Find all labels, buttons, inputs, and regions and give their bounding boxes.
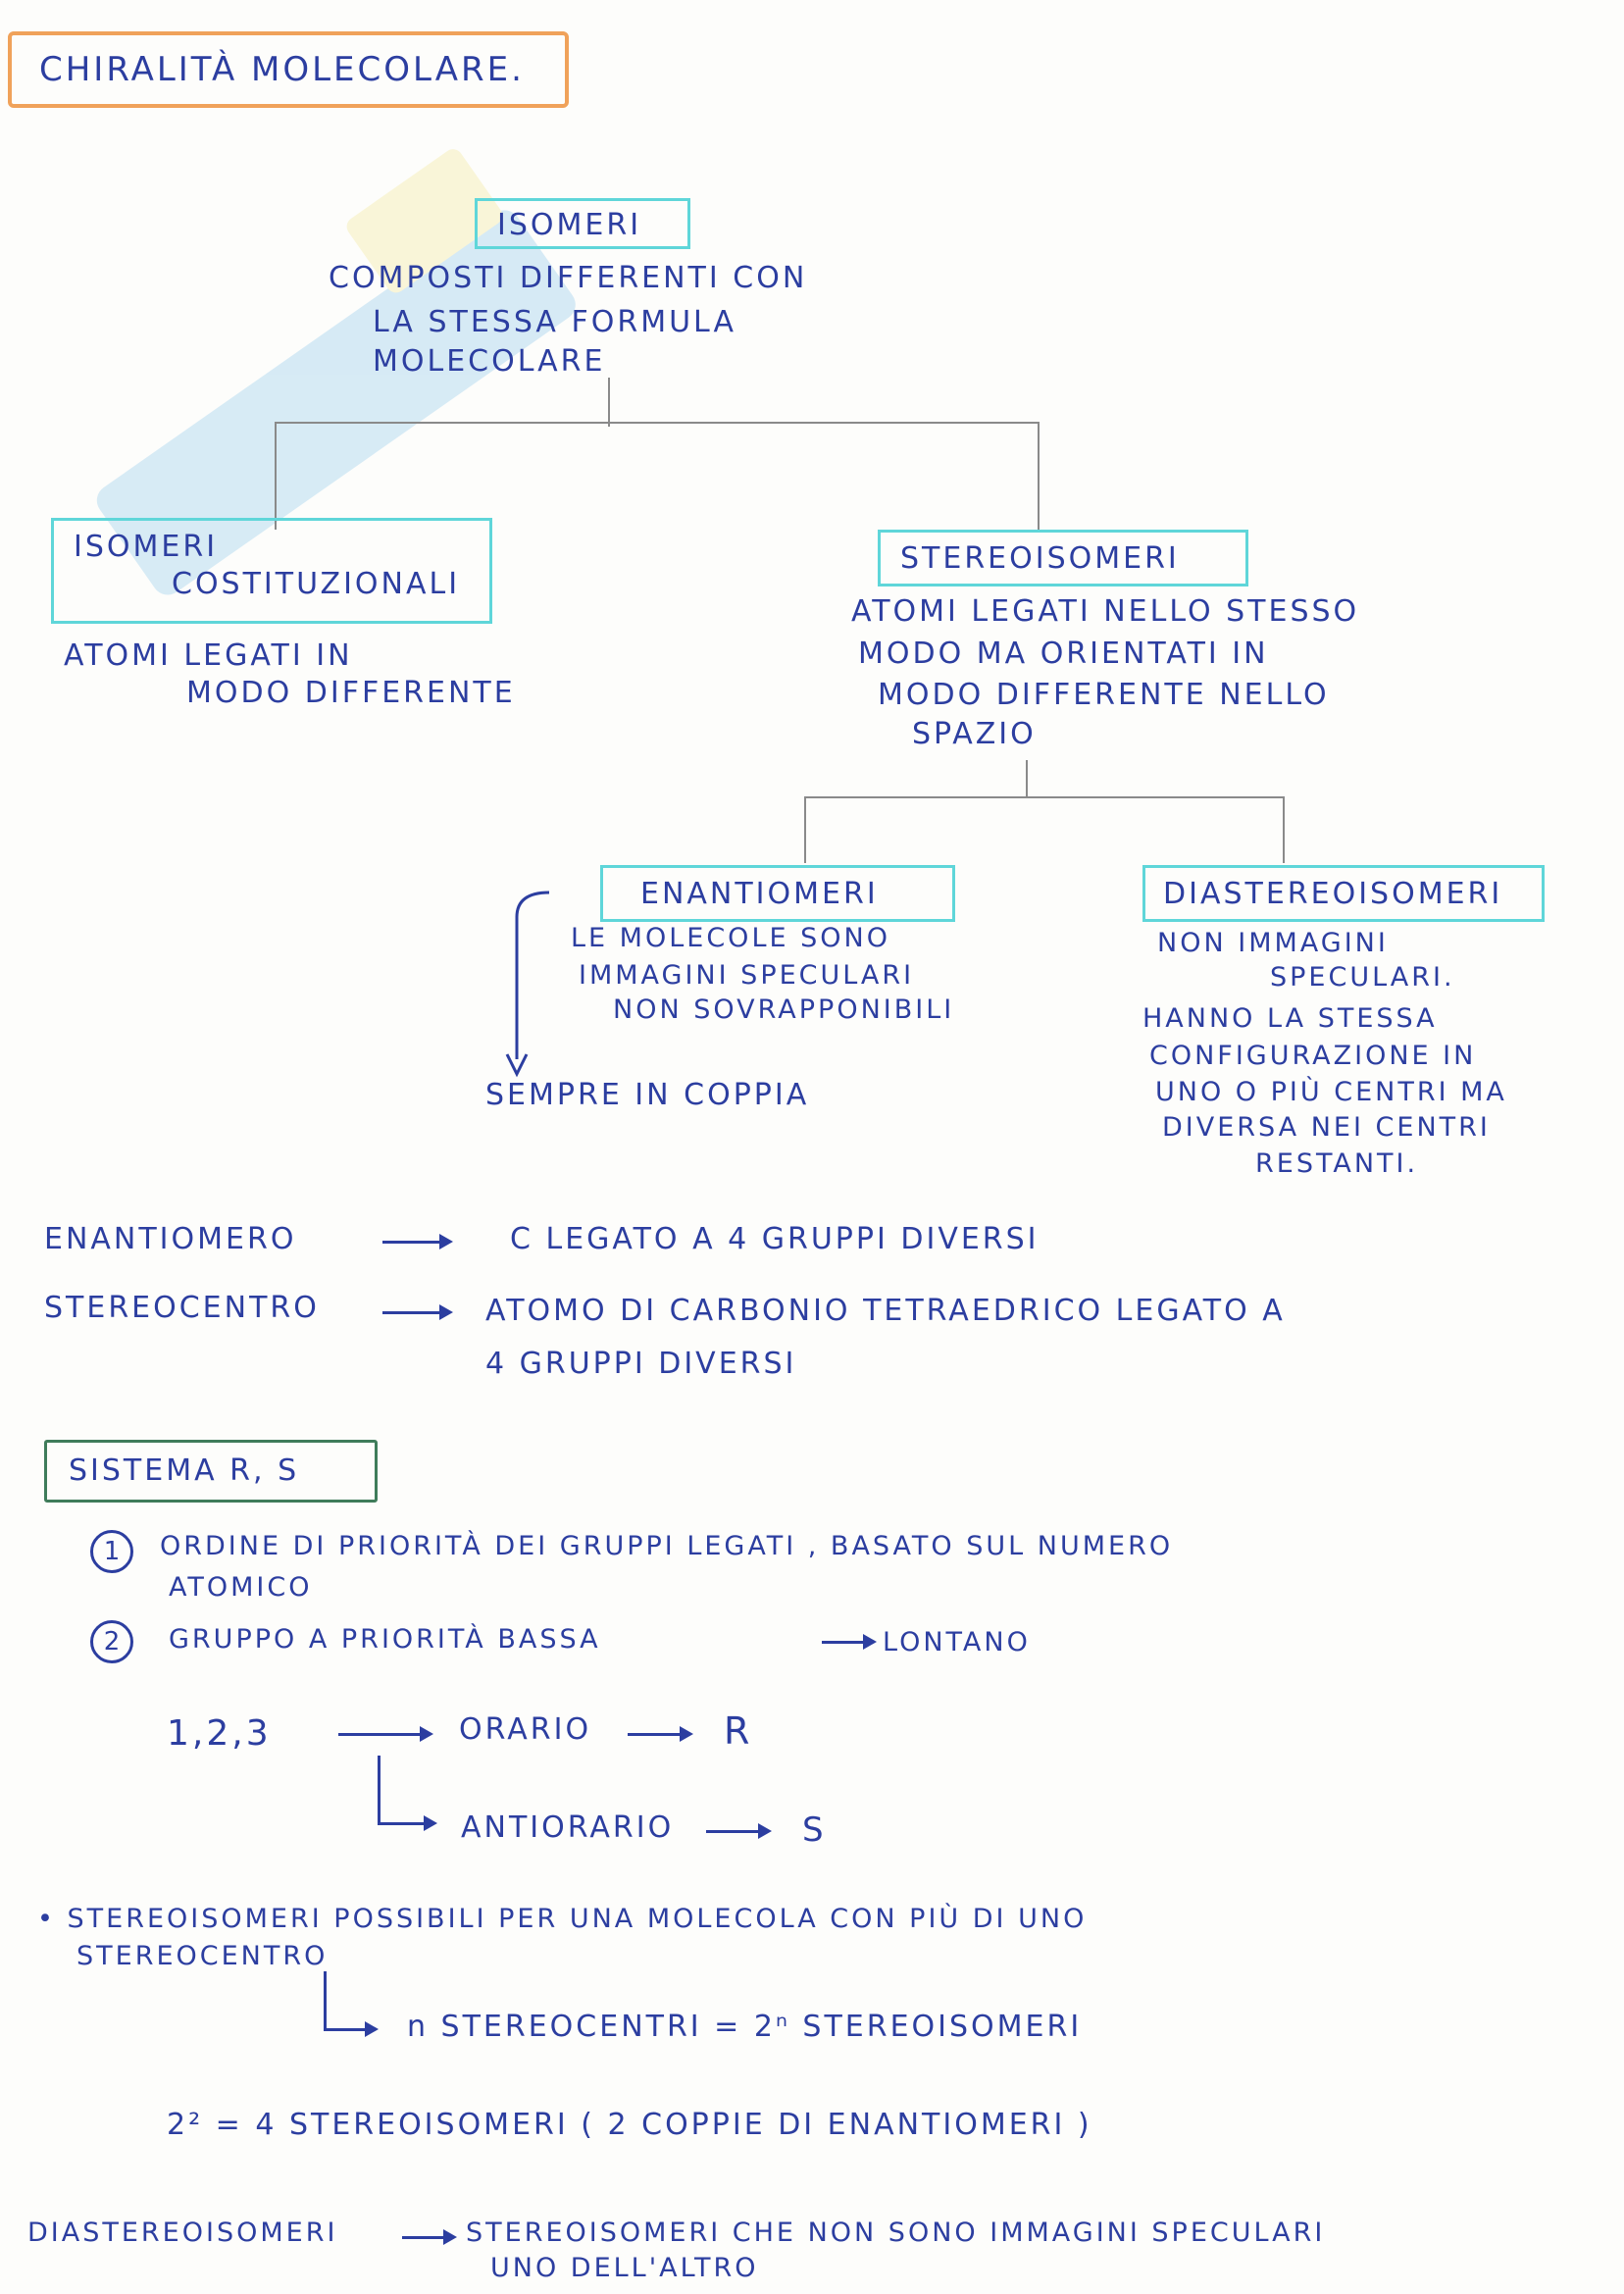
step2-text: GRUPPO A PRIORITÀ BASSA (169, 1624, 601, 1655)
isomeri-label: ISOMERI (497, 208, 642, 242)
stereo-count-intro-line2: STEREOCENTRO (76, 1941, 329, 1971)
enantiomeri-label: ENANTIOMERI (640, 877, 879, 911)
tree-connector (804, 796, 1285, 798)
tree-connector (275, 422, 1040, 424)
tree-connector (1038, 422, 1040, 530)
page-title-box (8, 31, 569, 108)
arrow-line (338, 1733, 422, 1736)
diastereo-def-line1: STEREOISOMERI CHE NON SONO IMMAGINI SPECULARI (466, 2218, 1326, 2248)
costituzionali-label1: ISOMERI (74, 530, 219, 564)
tree-connector (1283, 796, 1285, 863)
step2-result: LONTANO (883, 1627, 1031, 1657)
r-label: R (724, 1709, 753, 1753)
arrow-line (382, 1311, 441, 1314)
isomeri-def-line2: LA STESSA FORMULA (373, 305, 736, 339)
tree-connector (1026, 760, 1028, 797)
stereoisomeri-def-line3: MODO DIFFERENTE NELLO (878, 678, 1330, 712)
tree-connector (804, 796, 806, 863)
stereoisomeri-def-line2: MODO MA ORIENTATI IN (858, 637, 1269, 671)
diastereo-def-term: DIASTEREOISOMERI (27, 2218, 338, 2248)
step2-number: 2 (103, 1627, 121, 1657)
stereoisomeri-box (878, 530, 1248, 586)
priority-sequence: 1,2,3 (167, 1713, 272, 1754)
step1-badge (90, 1530, 133, 1573)
antiorario-label: ANTIORARIO (461, 1810, 675, 1845)
stereocentro-term: STEREOCENTRO (44, 1291, 320, 1325)
enantiomero-text: C LEGATO A 4 GRUPPI DIVERSI (510, 1222, 1040, 1256)
arrow-line (706, 1830, 760, 1833)
diastereoisomeri-def-line5: UNO O PIÙ CENTRI MA (1155, 1077, 1507, 1107)
stereo-count-intro-line1: • STEREOISOMERI POSSIBILI PER UNA MOLECOLA CON PIÙ DI UNO (37, 1904, 1088, 1934)
branch-line (324, 1971, 327, 2030)
stereoisomeri-label: STEREOISOMERI (900, 541, 1180, 576)
arrow-right-icon (420, 1726, 433, 1742)
arrow-right-icon (365, 2021, 379, 2037)
enantiomeri-def-line3: NON SOVRAPPONIBILI (613, 994, 955, 1025)
step2-badge (90, 1620, 133, 1663)
sistema-label: SISTEMA R, S (69, 1453, 300, 1488)
isomeri-def-line3: MOLECOLARE (373, 344, 606, 379)
diastereoisomeri-def-line4: CONFIGURAZIONE IN (1149, 1041, 1477, 1071)
stereoisomeri-def-line4: SPAZIO (912, 717, 1037, 751)
costituzionali-def-line2: MODO DIFFERENTE (186, 676, 516, 710)
costituzionali-label2: COSTITUZIONALI (172, 566, 461, 601)
arrow-line (402, 2236, 446, 2239)
stereocentro-text-line2: 4 GRUPPI DIVERSI (485, 1347, 797, 1381)
diastereoisomeri-def-line7: RESTANTI. (1255, 1148, 1419, 1179)
down-arrow-icon (495, 888, 554, 1084)
tree-connector (275, 422, 277, 530)
diastereoisomeri-label: DIASTEREOISOMERI (1163, 877, 1503, 911)
isomeri-box (475, 198, 690, 249)
isomeri-def-line1: COMPOSTI DIFFERENTI CON (329, 261, 808, 295)
enantiomeri-def-line1: LE MOLECOLE SONO (571, 923, 890, 953)
costituzionali-box (51, 518, 492, 624)
diastereo-def-line2: UNO DELL'ALTRO (490, 2253, 759, 2283)
enantiomero-term: ENANTIOMERO (44, 1222, 297, 1256)
arrow-line (378, 1822, 427, 1825)
diastereoisomeri-def-line6: DIVERSA NEI CENTRI (1162, 1112, 1491, 1143)
arrow-right-icon (443, 2229, 457, 2245)
arrow-line (822, 1641, 866, 1644)
arrow-right-icon (863, 1634, 877, 1650)
stereoisomeri-def-line1: ATOMI LEGATI NELLO STESSO (851, 594, 1360, 629)
arrow-line (324, 2028, 368, 2031)
enantiomeri-box (600, 865, 955, 922)
enantiomeri-def-line2: IMMAGINI SPECULARI (579, 960, 915, 991)
diastereoisomeri-def-line3: HANNO LA STESSA (1142, 1003, 1438, 1034)
orario-label: ORARIO (459, 1712, 592, 1747)
enantiomeri-note: SEMPRE IN COPPIA (485, 1078, 810, 1112)
step1-text-line1: ORDINE DI PRIORITÀ DEI GRUPPI LEGATI , BASATO SUL NUMERO (160, 1531, 1174, 1561)
diastereoisomeri-def-line1: NON IMMAGINI (1157, 928, 1389, 958)
arrow-right-icon (424, 1815, 437, 1831)
step1-number: 1 (103, 1537, 121, 1566)
branch-line (378, 1756, 381, 1824)
arrow-line (382, 1241, 441, 1244)
arrow-right-icon (439, 1234, 453, 1249)
diastereoisomeri-box (1142, 865, 1545, 922)
sistema-box (44, 1440, 378, 1503)
stereo-count-formula: n STEREOCENTRI = 2ⁿ STEREOISOMERI (407, 2010, 1083, 2044)
arrow-right-icon (758, 1823, 772, 1839)
costituzionali-def-line1: ATOMI LEGATI IN (64, 638, 353, 673)
page-title: CHIRALITÀ MOLECOLARE. (39, 50, 525, 89)
arrow-right-icon (680, 1726, 693, 1742)
s-label: S (802, 1810, 827, 1850)
stereocentro-text-line1: ATOMO DI CARBONIO TETRAEDRICO LEGATO A (485, 1294, 1286, 1328)
tree-connector (608, 378, 610, 427)
arrow-right-icon (439, 1304, 453, 1320)
stereo-count-example: 2² = 4 STEREOISOMERI ( 2 COPPIE DI ENANTIOMERI ) (167, 2108, 1092, 2142)
step1-text-line2: ATOMICO (169, 1572, 313, 1603)
arrow-line (628, 1733, 682, 1736)
diastereoisomeri-def-line2: SPECULARI. (1270, 962, 1455, 993)
